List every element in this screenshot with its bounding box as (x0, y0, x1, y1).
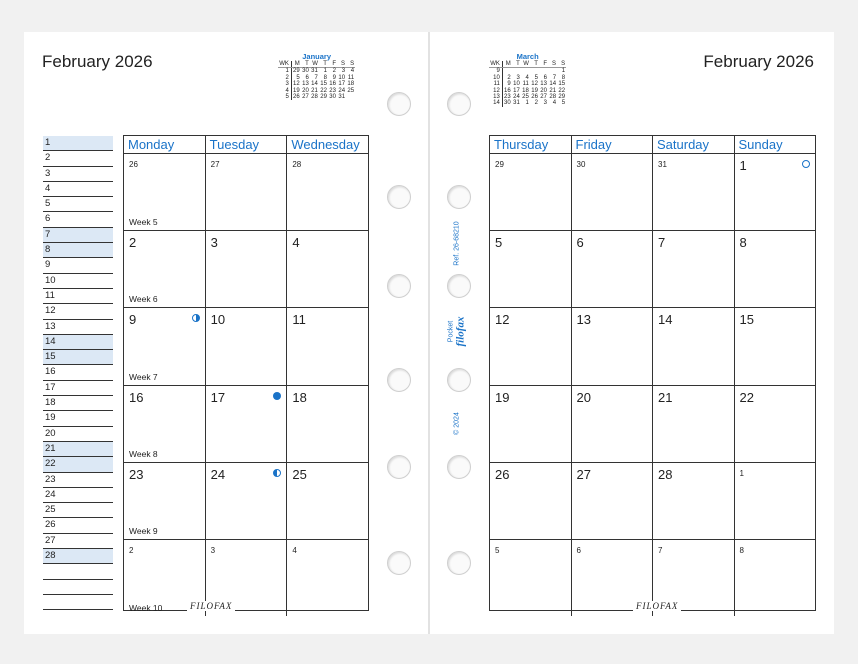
mini-day-cell: 8 (561, 74, 566, 81)
day-cell[interactable] (652, 386, 734, 462)
note-line[interactable]: 9 (43, 258, 113, 273)
day-cell[interactable] (652, 308, 734, 384)
day-number: 13 (576, 312, 591, 328)
note-line[interactable] (43, 564, 113, 579)
mini-header-cell: S (557, 61, 566, 68)
right-page-title: February 2026 (703, 52, 814, 71)
mini-day-cell (502, 68, 512, 75)
punch-hole (387, 185, 411, 209)
day-number: 21 (658, 389, 673, 405)
day-cell[interactable] (571, 386, 653, 462)
day-header: Monday (128, 137, 175, 152)
mini-day-cell (530, 68, 539, 75)
mini-calendar-march (489, 52, 566, 107)
note-line[interactable]: 12 (43, 304, 113, 319)
day-number: 16 (129, 389, 144, 405)
mini-day-cell: 25 (522, 94, 529, 101)
note-line[interactable]: 8 (43, 243, 113, 258)
mini-header-cell: S (337, 61, 346, 68)
mini-day-cell (521, 68, 530, 75)
mini-day-cell: 3 (278, 81, 291, 87)
note-line[interactable]: 18 (43, 396, 113, 411)
day-cell[interactable] (286, 463, 368, 539)
mini-day-cell: 18 (522, 87, 529, 94)
mini-day-cell: 4 (350, 68, 355, 75)
day-cell[interactable] (124, 308, 205, 384)
day-cell[interactable] (652, 154, 734, 230)
week-label: Week 7 (129, 371, 158, 382)
mini-day-cell: 20 (302, 87, 309, 94)
day-number: 2 (129, 545, 134, 555)
day-number: 4 (292, 235, 300, 251)
mini-day-cell: 8 (323, 74, 327, 81)
note-line[interactable] (43, 595, 113, 610)
day-cell[interactable] (286, 231, 368, 307)
day-header: Thursday (494, 137, 549, 152)
copyright-text: © 2024 (453, 412, 461, 435)
note-line[interactable]: 5 (43, 197, 113, 212)
note-line[interactable]: 28 (43, 549, 113, 564)
note-line[interactable]: 1 (43, 136, 113, 151)
day-number: 25 (292, 466, 307, 482)
mini-day-cell: 16 (504, 87, 511, 94)
mini-header-cell: T (530, 61, 539, 68)
day-header: Tuesday (205, 136, 287, 153)
day-cell[interactable] (734, 154, 816, 230)
day-number: 27 (210, 160, 220, 169)
mini-day-cell: 31 (513, 100, 520, 107)
day-number: 12 (495, 312, 510, 328)
spine-gutter (428, 32, 430, 634)
week-row (490, 308, 815, 385)
day-number: 8 (739, 235, 747, 251)
mini-day-cell: 13 (489, 94, 502, 100)
mini-day-cell: 17 (513, 87, 520, 94)
note-line[interactable]: 27 (43, 534, 113, 549)
day-number: 20 (576, 389, 591, 405)
note-line[interactable]: 7 (43, 228, 113, 243)
day-number: 5 (495, 545, 500, 555)
mini-header-cell: WK (489, 61, 502, 68)
note-line[interactable]: 15 (43, 350, 113, 365)
note-line[interactable]: 23 (43, 473, 113, 488)
mini-day-cell: 12 (489, 88, 502, 94)
mini-day-cell: 5 (534, 74, 538, 81)
mini-header-cell: F (328, 61, 337, 68)
mini-header-cell: W (521, 61, 530, 68)
note-line[interactable]: 10 (43, 274, 113, 289)
mini-day-cell: 5 (278, 94, 291, 100)
note-line[interactable]: 16 (43, 365, 113, 380)
punch-hole (447, 551, 471, 575)
mini-day-cell: 20 (540, 87, 547, 94)
note-line[interactable]: 14 (43, 335, 113, 350)
day-cell[interactable] (734, 540, 816, 616)
mini-day-cell: 2 (278, 75, 291, 81)
week-row (490, 463, 815, 540)
note-line[interactable]: 3 (43, 167, 113, 182)
day-header-row (490, 136, 815, 154)
mini-day-cell: 1 (323, 68, 327, 75)
week-row (124, 463, 368, 540)
mini-day-cell: 11 (522, 81, 529, 88)
mini-day-cell: 15 (558, 81, 566, 88)
day-number: 26 (495, 466, 510, 482)
mini-calendar-table (489, 61, 566, 107)
punch-hole (387, 455, 411, 479)
mini-header-cell: T (301, 61, 310, 68)
first-quarter-moon-icon (192, 314, 200, 322)
mini-day-cell (512, 68, 521, 75)
mini-day-cell: 30 (504, 100, 511, 107)
note-line[interactable]: 25 (43, 503, 113, 518)
week-row (124, 154, 368, 231)
mini-day-cell: 21 (311, 87, 318, 94)
full-moon-icon (802, 160, 810, 168)
day-number: 6 (576, 235, 584, 251)
mini-day-cell: 13 (302, 81, 309, 88)
mini-day-cell: 14 (489, 100, 502, 106)
day-number: 14 (658, 312, 673, 328)
day-cell[interactable] (205, 463, 287, 539)
day-number: 28 (292, 160, 302, 169)
mini-day-cell: 17 (338, 81, 346, 88)
day-number: 28 (658, 466, 673, 482)
mini-calendar-table (278, 61, 355, 100)
mini-day-cell: 19 (293, 87, 300, 94)
mini-day-cell: 11 (347, 74, 355, 81)
day-cell[interactable] (490, 308, 571, 384)
mini-day-cell: 29 (320, 94, 327, 101)
day-number: 27 (576, 466, 591, 482)
mini-day-cell: 1 (561, 68, 566, 75)
mini-header-cell: M (291, 61, 301, 68)
day-number: 1 (739, 468, 744, 478)
day-number: 30 (576, 160, 586, 169)
mini-day-cell: 5 (296, 74, 300, 81)
mini-day-cell: 26 (531, 94, 538, 101)
day-number: 5 (495, 235, 503, 251)
mini-header-cell: T (512, 61, 521, 68)
mini-day-cell: 19 (531, 87, 538, 94)
mini-calendar-january (278, 52, 355, 100)
day-cell[interactable] (490, 540, 571, 616)
day-number: 8 (739, 545, 744, 555)
day-cell[interactable] (286, 386, 368, 462)
mini-header-cell: S (548, 61, 557, 68)
day-number: 29 (495, 160, 504, 169)
mini-day-cell (539, 68, 548, 75)
mini-day-cell: 21 (549, 87, 557, 94)
day-header: Wednesday (286, 136, 368, 153)
mini-day-cell: 10 (338, 74, 346, 81)
day-cell[interactable] (205, 386, 287, 462)
last-quarter-moon-icon (273, 469, 281, 477)
day-cell[interactable] (490, 463, 571, 539)
mini-day-cell: 12 (293, 81, 300, 88)
day-cell[interactable] (652, 231, 734, 307)
reference-number: Ref. 26-68210 (453, 221, 461, 266)
day-cell[interactable] (124, 386, 205, 462)
mini-day-cell: 26 (293, 94, 300, 101)
week-row (124, 540, 368, 616)
mini-day-cell: 14 (549, 81, 557, 88)
punch-hole (447, 185, 471, 209)
day-number: 9 (129, 312, 137, 328)
day-number: 3 (210, 545, 216, 555)
mini-day-cell: 9 (489, 68, 502, 75)
day-number: 2 (129, 235, 137, 251)
day-header: Friday (571, 136, 653, 153)
day-cell[interactable] (490, 231, 571, 307)
note-line[interactable]: 26 (43, 518, 113, 533)
week-row (124, 308, 368, 385)
mini-day-cell (548, 68, 557, 75)
mini-day-cell: 29 (293, 68, 300, 75)
mini-day-cell: 25 (347, 87, 355, 94)
week-row (124, 231, 368, 308)
week-label: Week 8 (129, 448, 158, 459)
day-header-row (124, 136, 368, 154)
mini-header-cell: T (319, 61, 328, 68)
week-label: Week 9 (129, 525, 158, 536)
day-number: 11 (292, 312, 306, 328)
punch-hole (447, 368, 471, 392)
mini-day-cell: 30 (302, 68, 309, 75)
note-line[interactable]: 11 (43, 289, 113, 304)
day-header: Sunday (734, 136, 816, 153)
day-cell[interactable] (205, 308, 287, 384)
note-line[interactable]: 21 (43, 442, 113, 457)
day-cell[interactable] (734, 386, 816, 462)
mini-header-cell: M (502, 61, 512, 68)
mini-calendar-month: January (302, 52, 332, 61)
day-cell[interactable] (490, 386, 571, 462)
day-number: 7 (658, 235, 666, 251)
mini-day-cell: 9 (507, 81, 511, 88)
mini-day-cell: 10 (489, 75, 502, 81)
punch-hole (447, 455, 471, 479)
day-number: 26 (129, 160, 138, 169)
day-cell[interactable] (571, 463, 653, 539)
note-line[interactable]: 13 (43, 320, 113, 335)
mini-day-cell: 3 (341, 68, 346, 75)
day-cell[interactable] (571, 154, 653, 230)
left-week-grid (123, 135, 369, 614)
notes-lines (43, 136, 113, 610)
right-week-grid (489, 135, 816, 611)
note-line[interactable]: 24 (43, 488, 113, 503)
day-number: 23 (129, 466, 144, 482)
note-line[interactable] (43, 580, 113, 595)
day-cell[interactable] (490, 154, 571, 230)
day-cell[interactable] (124, 231, 205, 307)
day-number: 31 (658, 160, 667, 169)
size-label (448, 307, 467, 357)
day-cell[interactable] (286, 540, 368, 616)
day-number: 1 (739, 158, 747, 173)
day-cell[interactable] (571, 231, 653, 307)
mini-day-cell: 28 (549, 94, 557, 101)
day-number: 18 (292, 389, 307, 405)
mini-day-cell: 23 (504, 94, 511, 101)
mini-day-cell (346, 94, 355, 100)
day-cell[interactable] (205, 231, 287, 307)
mini-day-cell: 3 (516, 74, 520, 81)
mini-day-cell: 30 (329, 94, 336, 101)
mini-day-cell: 27 (540, 94, 547, 101)
day-number: 7 (658, 545, 663, 555)
mini-day-cell: 5 (561, 100, 566, 107)
mini-day-cell: 14 (311, 81, 318, 88)
mini-day-cell: 18 (347, 81, 355, 88)
day-header: Saturday (652, 136, 734, 153)
note-line[interactable]: 6 (43, 212, 113, 227)
day-number: 10 (210, 312, 226, 328)
mini-day-cell: 1 (525, 100, 529, 107)
day-cell[interactable] (286, 154, 368, 230)
mini-day-cell: 31 (338, 94, 346, 101)
new-moon-icon (273, 392, 281, 400)
mini-day-cell: 4 (525, 74, 529, 81)
punch-hole (447, 92, 471, 116)
mini-day-cell: 24 (338, 87, 346, 94)
mini-day-cell: 28 (311, 94, 318, 101)
mini-day-cell: 11 (489, 81, 502, 87)
punch-hole (387, 551, 411, 575)
week-row (490, 154, 815, 231)
day-cell[interactable] (734, 308, 816, 384)
mini-day-cell: 12 (531, 81, 538, 88)
day-cell[interactable] (124, 154, 205, 230)
mini-day-cell: 27 (302, 94, 309, 101)
day-number: 6 (576, 545, 581, 555)
mini-header-cell: S (346, 61, 355, 68)
note-line[interactable]: 17 (43, 381, 113, 396)
punch-hole (387, 92, 411, 116)
mini-day-cell: 9 (332, 74, 336, 81)
mini-day-cell: 2 (332, 68, 336, 75)
mini-day-cell: 4 (278, 88, 291, 94)
mini-day-cell: 6 (543, 74, 547, 81)
week-row (490, 231, 815, 308)
mini-day-cell: 6 (305, 74, 309, 81)
punch-hole (387, 274, 411, 298)
day-cell[interactable] (734, 463, 816, 539)
day-number: 19 (495, 389, 510, 405)
day-number: 24 (210, 466, 226, 482)
day-number: 3 (210, 235, 218, 251)
mini-day-cell: 7 (314, 74, 318, 81)
mini-header-cell: W (310, 61, 319, 68)
filofax-logo: FILOFAX (633, 601, 681, 611)
note-line[interactable]: 22 (43, 457, 113, 472)
punch-hole (387, 368, 411, 392)
spine-brand: filofax (454, 316, 467, 347)
mini-day-cell: 23 (329, 87, 336, 94)
day-number: 4 (292, 545, 297, 555)
week-label: Week 10 (129, 603, 163, 614)
week-row (124, 386, 368, 463)
mini-day-cell: 16 (329, 81, 336, 88)
day-cell[interactable] (652, 463, 734, 539)
day-cell[interactable] (124, 463, 205, 539)
day-number: 15 (739, 312, 754, 328)
mini-day-cell: 7 (552, 74, 557, 81)
mini-day-cell: 3 (543, 100, 547, 107)
mini-day-cell: 4 (552, 100, 557, 107)
filofax-logo: FILOFAX (187, 601, 235, 611)
left-page-title: February 2026 (42, 52, 153, 71)
mini-day-cell: 24 (513, 94, 520, 101)
mini-day-cell: 15 (320, 81, 327, 88)
day-cell[interactable] (571, 308, 653, 384)
note-line[interactable]: 20 (43, 427, 113, 442)
mini-day-cell: 22 (320, 87, 327, 94)
day-cell[interactable] (205, 154, 287, 230)
mini-day-cell: 29 (558, 94, 566, 101)
mini-day-cell: 13 (540, 81, 547, 88)
week-row (490, 386, 815, 463)
note-line[interactable]: 19 (43, 411, 113, 426)
mini-calendar-month: March (516, 52, 539, 61)
week-label: Week 5 (129, 217, 158, 228)
day-number: 22 (739, 389, 754, 405)
mini-header-cell: F (539, 61, 548, 68)
week-label: Week 6 (129, 294, 158, 305)
mini-day-cell: 2 (507, 74, 511, 81)
mini-header-cell: WK (278, 61, 291, 68)
mini-day-cell: 31 (311, 68, 318, 75)
punch-hole (447, 274, 471, 298)
mini-day-cell: 10 (513, 81, 520, 88)
size-text: Pocket (447, 320, 455, 343)
day-cell[interactable] (286, 308, 368, 384)
day-cell[interactable] (734, 231, 816, 307)
mini-day-cell: 2 (534, 100, 538, 107)
mini-day-cell: 1 (278, 68, 291, 75)
note-line[interactable]: 4 (43, 182, 113, 197)
day-number: 17 (210, 389, 226, 405)
note-line[interactable]: 2 (43, 151, 113, 166)
mini-day-cell: 22 (558, 87, 566, 94)
